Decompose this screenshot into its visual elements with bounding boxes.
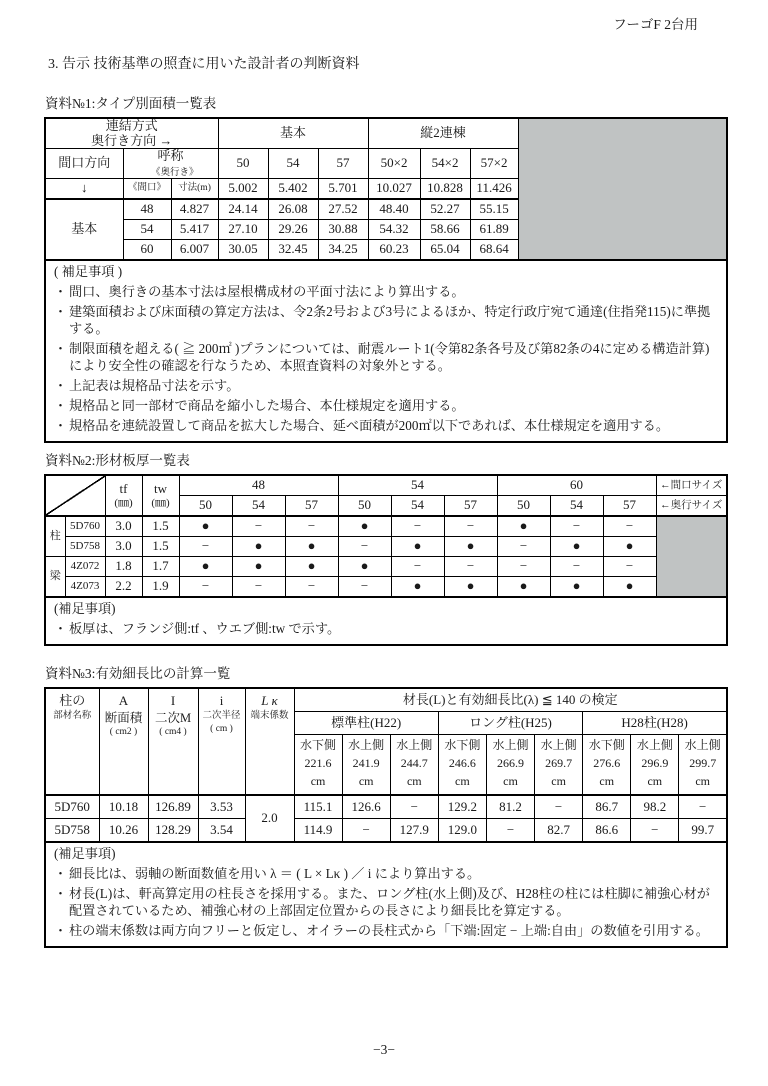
note-text: 規格品を連続設置して商品を拡大した場合、延べ面積が200㎡以下であれば、本仕様規定を適用する。	[69, 418, 670, 434]
t2-tf-header	[105, 475, 142, 516]
t2-mark: −	[338, 537, 391, 557]
t2-depth-col: 50	[338, 496, 391, 517]
t1-row-name: 60	[123, 240, 171, 261]
t1-row-name: 48	[123, 199, 171, 220]
t1-area-cell: 48.40	[368, 199, 420, 220]
t2-tw-value: 1.5	[142, 537, 179, 557]
t3-col3-mid: 二次M	[154, 711, 192, 725]
t3-coefficient: 2.0	[245, 795, 294, 842]
t2-mark: ●	[179, 516, 232, 537]
t2-mark: ●	[497, 516, 550, 537]
note-item	[52, 397, 718, 414]
t3-col4-mid: 二次半径	[202, 711, 241, 721]
t3-subcol-length: 246.6	[448, 756, 476, 770]
t2-mark: ●	[391, 537, 444, 557]
t2-mark: −	[497, 537, 550, 557]
t1-width-direction-label: 間口方向	[45, 149, 123, 179]
t2-mark: −	[550, 516, 603, 537]
note-text: 細長比は、弱軸の断面数値を用い λ ＝ ( L × Lκ ) ／ i により算出する。	[69, 866, 481, 881]
t2-mark: −	[497, 557, 550, 577]
t1-row-dim: 5.417	[171, 220, 218, 240]
t1-depth-name: 50×2	[368, 149, 420, 179]
t2-mark: −	[444, 557, 497, 577]
t1-depth-dim: 5.402	[268, 179, 318, 200]
t3-subcol-header	[486, 735, 534, 796]
bullet: ・	[53, 378, 68, 394]
t1-name-label: 呼称	[157, 148, 184, 164]
mm-unit: (㎜)	[151, 496, 170, 509]
t3-lambda: 127.9	[390, 819, 438, 843]
t3-lambda: 129.2	[438, 795, 486, 819]
note-text: 建築面積および床面積の算定方法は、令2条2号および3号によるほか、特定行政庁宛て通達(住指発115)に準拠する。	[69, 304, 711, 337]
t3-subcol-length: 244.7	[400, 756, 428, 770]
t2-depth-col: 54	[232, 496, 285, 517]
t1-depth-name: 50	[218, 149, 268, 179]
t1-depth-dim: 10.828	[420, 179, 470, 200]
t2-mark: ●	[232, 537, 285, 557]
t1-depth-dim: 10.027	[368, 179, 420, 200]
t2-mark: ●	[391, 577, 444, 598]
t3-col3-header	[148, 688, 198, 795]
t1-area-cell: 61.89	[470, 220, 518, 240]
t3-lambda: 98.2	[631, 795, 679, 819]
t2-group-label: 梁	[45, 557, 65, 598]
t3-subcol-unit: cm	[406, 774, 422, 788]
t1-area-cell: 26.08	[268, 199, 318, 220]
t1-row-dim: 4.827	[171, 199, 218, 220]
t2-mark: ●	[338, 557, 391, 577]
t3-subcol-header	[390, 735, 438, 796]
t2-depth-col: 54	[550, 496, 603, 517]
page-number: −3−	[373, 1042, 395, 1057]
t1-group-double: 縦2連棟	[368, 118, 518, 149]
t2-tw-value: 1.5	[142, 516, 179, 537]
t2-mark: −	[285, 516, 338, 537]
note-text: 間口、奥行きの基本寸法は屋根構成材の平面寸法により算出する。	[69, 284, 465, 300]
t2-mark: ●	[444, 577, 497, 598]
table3-notes	[44, 843, 728, 948]
t3-col3-top: I	[170, 693, 176, 708]
t1-area-cell: 34.25	[318, 240, 368, 261]
t3-lambda: 126.6	[342, 795, 390, 819]
t1-row-name: 54	[123, 220, 171, 240]
t2-member-name: 5D758	[65, 537, 105, 557]
bullet: ・	[53, 866, 68, 881]
t3-subcol-unit: cm	[551, 774, 566, 788]
doc-header-right: フーゴF 2台用	[613, 17, 698, 32]
t3-check-title: 材長(L)と有効細長比(λ) ≦ 140 の検定	[294, 688, 727, 712]
t3-moment: 128.29	[148, 819, 198, 843]
t3-lambda: 86.7	[583, 795, 631, 819]
t3-lambda: −	[390, 795, 438, 819]
t2-member-name: 4Z073	[65, 577, 105, 598]
t1-row-dim: 6.007	[171, 240, 218, 261]
t2-mark: ●	[285, 537, 338, 557]
table3-block	[44, 662, 728, 948]
t3-lambda: 86.6	[583, 819, 631, 843]
bullet: ・	[53, 398, 68, 414]
bullet: ・	[53, 418, 68, 434]
t3-lambda: 81.2	[486, 795, 534, 819]
t3-subcol-unit: cm	[503, 774, 518, 788]
t2-data-row	[45, 577, 727, 598]
t2-mark: −	[232, 577, 285, 598]
note-item	[52, 377, 718, 394]
t3-data-row	[45, 795, 727, 819]
t1-depth-dim: 11.426	[470, 179, 518, 200]
t2-header-row1	[45, 475, 727, 496]
t3-col1-sub: 部材名称	[53, 711, 92, 721]
t2-diagonal-cell	[45, 475, 105, 516]
table3-title: 資料№3:有効細長比の計算一覧	[45, 666, 231, 681]
t2-mark: ●	[179, 557, 232, 577]
t1-depth-name: 57	[318, 149, 368, 179]
t2-gray-cell	[656, 516, 727, 597]
table2-thickness-table	[44, 474, 728, 598]
t1-area-cell: 60.23	[368, 240, 420, 261]
t2-mark: −	[603, 557, 656, 577]
t3-member-name: 5D760	[45, 795, 99, 819]
t2-member-name: 4Z072	[65, 557, 105, 577]
t3-subcol-side: 水上側	[348, 738, 385, 752]
note-item	[52, 620, 718, 637]
t3-subcol-unit: cm	[695, 774, 711, 788]
t3-subcol-side: 水上側	[396, 738, 433, 752]
t2-group-label: 柱	[45, 516, 65, 557]
t2-mark: ●	[603, 537, 656, 557]
t3-col2-header	[99, 688, 148, 795]
t1-depth-name: 57×2	[470, 149, 518, 179]
t3-subcol-unit: cm	[647, 774, 663, 788]
t3-area: 10.18	[99, 795, 148, 819]
t1-area-cell: 52.27	[420, 199, 470, 220]
table1-area-table	[44, 117, 728, 261]
t1-depth-dim: 5.701	[318, 179, 368, 200]
t1-gray-cell	[518, 118, 727, 260]
t3-subcol-unit: cm	[310, 774, 326, 788]
note-text: 上記表は規格品寸法を示す。	[69, 378, 240, 394]
mm-unit: (㎜)	[114, 496, 133, 509]
t1-row-group: 基本	[45, 199, 123, 260]
t1-area-cell: 24.14	[218, 199, 268, 220]
t2-tw-header	[142, 475, 179, 516]
t3-group-header: ロング柱(H25)	[438, 712, 582, 735]
t3-member-name: 5D758	[45, 819, 99, 843]
t3-radius: 3.53	[198, 795, 245, 819]
bullet: ・	[53, 621, 68, 636]
t2-tw-value: 1.9	[142, 577, 179, 598]
t3-subcol-header	[535, 735, 583, 796]
t2-mark: −	[285, 577, 338, 598]
note-text: 制限面積を超える( ≧ 200㎡ )プランについては、耐震ルート1(令第82条各号及び第82条の4に定める構造計算)により安全性の確認を行なうため、本照査資料の対象外とする。	[69, 341, 710, 374]
note-text: 柱の端末係数は両方向フリーと仮定し、オイラーの長柱式から「下端:固定 − 上端:自由」の数値を引用する。	[69, 923, 709, 938]
table3-slenderness-table	[44, 687, 728, 843]
t2-depth-col: 50	[179, 496, 232, 517]
t3-subcol-header	[342, 735, 390, 796]
note-item	[52, 865, 718, 882]
table2-title: 資料№2:形材板厚一覧表	[45, 453, 190, 468]
t1-width-small-label: 《間口》	[123, 179, 171, 200]
t2-mark: ●	[550, 577, 603, 598]
t3-subcol-header	[679, 735, 727, 796]
t2-mark: ●	[444, 537, 497, 557]
t3-subcol-length: 266.9	[496, 756, 524, 770]
t3-lambda: −	[535, 795, 583, 819]
t1-header-row1	[45, 118, 727, 149]
t1-arrow-down: ↓	[45, 179, 123, 200]
t3-subcol-unit: cm	[455, 774, 470, 788]
t3-subcol-unit: cm	[358, 774, 374, 788]
t2-mark: ●	[338, 516, 391, 537]
t1-area-cell: 65.04	[420, 240, 470, 261]
t1-depth-direction-label: 奥行き方向 →	[91, 132, 173, 148]
t2-depth-size-arrow: ←奥行サイズ	[656, 496, 727, 517]
table2-block	[44, 449, 728, 646]
note-item	[52, 303, 718, 337]
t3-col1-header	[45, 688, 99, 795]
tf-label: tf	[119, 481, 128, 497]
t3-subcol-length: 241.9	[352, 756, 380, 770]
t3-col3-unit: ( cm4 )	[159, 727, 187, 737]
t3-moment: 126.89	[148, 795, 198, 819]
t3-lambda: 114.9	[294, 819, 342, 843]
t2-mark: −	[444, 516, 497, 537]
t3-radius: 3.54	[198, 819, 245, 843]
t1-depth-name: 54	[268, 149, 318, 179]
t3-subcol-length: 296.9	[641, 756, 669, 770]
note-item	[52, 417, 718, 434]
t3-lambda: 115.1	[294, 795, 342, 819]
t3-subcol-side: 水上側	[492, 738, 529, 752]
t2-width-group: 48	[179, 475, 338, 496]
t3-lambda: −	[486, 819, 534, 843]
t2-depth-col: 57	[285, 496, 338, 517]
t3-subcol-side: 水上側	[636, 738, 673, 752]
t3-subcol-side: 水下側	[300, 738, 337, 752]
t2-mark: ●	[232, 557, 285, 577]
t2-mark: −	[179, 577, 232, 598]
t3-data-row	[45, 819, 727, 843]
t2-mark: −	[391, 516, 444, 537]
t1-area-cell: 54.32	[368, 220, 420, 240]
t3-subcol-side: 水下側	[588, 738, 625, 752]
t2-width-group: 60	[497, 475, 656, 496]
t2-mark: ●	[285, 557, 338, 577]
t1-area-cell: 30.88	[318, 220, 368, 240]
table1-notes	[44, 261, 728, 443]
t3-col2-unit: ( cm2 )	[109, 727, 138, 737]
t2-tw-value: 1.7	[142, 557, 179, 577]
t3-subcol-length: 269.7	[545, 756, 573, 770]
t1-link-type-label: 連結方式	[105, 118, 158, 133]
note-text: 規格品と同一部材で商品を縮小した場合、本仕様規定を適用する。	[69, 398, 465, 414]
t3-subcol-length: 221.6	[304, 756, 332, 770]
table1-block	[44, 92, 728, 443]
t2-tf-value: 3.0	[105, 516, 142, 537]
note-item	[52, 340, 718, 374]
t2-mark: −	[550, 557, 603, 577]
t1-area-cell: 55.15	[470, 199, 518, 220]
t3-lambda: −	[342, 819, 390, 843]
notes-title: (補足事項)	[54, 846, 116, 861]
note-item	[52, 922, 718, 939]
t2-data-row	[45, 516, 727, 537]
tw-label: tw	[154, 481, 167, 497]
t2-data-row	[45, 537, 727, 557]
t1-area-cell: 29.26	[268, 220, 318, 240]
t3-col4-unit: ( cm )	[210, 724, 233, 734]
t2-depth-col: 50	[497, 496, 550, 517]
t3-subcol-side: 水上側	[540, 738, 577, 752]
t1-name-header	[123, 149, 218, 179]
t1-area-cell: 58.66	[420, 220, 470, 240]
t3-header-row1	[45, 688, 727, 712]
table1-title: 資料№1:タイプ別面積一覧表	[45, 96, 217, 111]
t3-area: 10.26	[99, 819, 148, 843]
bullet: ・	[53, 886, 68, 901]
t2-mark: ●	[550, 537, 603, 557]
t3-subcol-header	[294, 735, 342, 796]
t3-col2-top: A	[118, 693, 129, 708]
t3-subcol-side: 水下側	[444, 738, 481, 752]
t1-group-basic: 基本	[218, 118, 368, 149]
t2-mark: −	[391, 557, 444, 577]
t3-col4-header	[198, 688, 245, 795]
t2-member-name: 5D760	[65, 516, 105, 537]
note-item	[52, 283, 718, 300]
t2-tf-value: 2.2	[105, 577, 142, 598]
t3-group-header: 標準柱(H22)	[294, 712, 438, 735]
t3-subcol-length: 276.6	[593, 756, 621, 770]
bullet: ・	[53, 304, 68, 320]
notes-title: ( 補足事項 )	[54, 264, 123, 280]
t1-area-cell: 30.05	[218, 240, 268, 261]
t2-tf-value: 1.8	[105, 557, 142, 577]
t2-tf-value: 3.0	[105, 537, 142, 557]
t3-subcol-length: 299.7	[689, 756, 717, 770]
t3-subcol-header	[438, 735, 486, 796]
t3-lambda: −	[631, 819, 679, 843]
note-item	[52, 885, 718, 919]
t1-depth-small-label: 《奥行き》	[150, 167, 199, 178]
note-text: 材長(L)は、軒高算定用の柱長さを採用する。また、ロング柱(水上側)及び、H28柱の柱には柱脚に補強心材が配置されているため、補強心材の上部固定位置からの長さにより細長比を算定する。	[69, 886, 710, 918]
t2-width-group: 54	[338, 475, 497, 496]
t1-depth-dim: 5.002	[218, 179, 268, 200]
t3-lambda: 129.0	[438, 819, 486, 843]
bullet: ・	[53, 341, 68, 357]
t2-depth-col: 57	[603, 496, 656, 517]
t2-mark: −	[232, 516, 285, 537]
bullet: ・	[53, 923, 68, 938]
t1-corner-cell	[45, 118, 218, 149]
table2-notes	[44, 598, 728, 646]
t3-lambda: 82.7	[535, 819, 583, 843]
t2-mark: ●	[497, 577, 550, 598]
bullet: ・	[53, 284, 68, 300]
t3-group-header: H28柱(H28)	[583, 712, 727, 735]
t3-subcol-header	[631, 735, 679, 796]
t3-subcol-header	[583, 735, 631, 796]
t3-col1-top: 柱の	[59, 693, 86, 708]
t1-dim-label: 寸法(m)	[171, 179, 218, 200]
t3-col5-top: L κ	[261, 693, 278, 708]
t2-mark: −	[338, 577, 391, 598]
t1-area-cell: 27.10	[218, 220, 268, 240]
t3-subcol-side: 水上側	[684, 738, 721, 752]
t2-width-size-arrow: ←間口サイズ	[656, 475, 727, 496]
t2-data-row	[45, 557, 727, 577]
t3-lambda: −	[679, 795, 727, 819]
t3-col5-header	[245, 688, 294, 795]
t2-mark: ●	[603, 577, 656, 598]
t3-lambda: 99.7	[679, 819, 727, 843]
t2-mark: −	[603, 516, 656, 537]
t3-subcol-unit: cm	[599, 774, 615, 788]
notes-title: (補足事項)	[54, 601, 116, 616]
t3-col2-mid: 断面積	[104, 711, 143, 725]
t2-depth-col: 57	[444, 496, 497, 517]
note-text: 板厚は、フランジ側:tf 、ウエブ側:tw で示す。	[69, 621, 341, 636]
section-title: 3. 告示 技術基準の照査に用いた設計者の判断資料	[48, 57, 360, 72]
t3-col4-top: i	[219, 693, 224, 708]
t1-depth-name: 54×2	[420, 149, 470, 179]
t2-depth-col: 54	[391, 496, 444, 517]
t1-area-cell: 32.45	[268, 240, 318, 261]
t3-col5-sub: 端末係数	[250, 711, 289, 721]
t1-area-cell: 68.64	[470, 240, 518, 261]
t1-area-cell: 27.52	[318, 199, 368, 220]
t2-mark: −	[179, 537, 232, 557]
